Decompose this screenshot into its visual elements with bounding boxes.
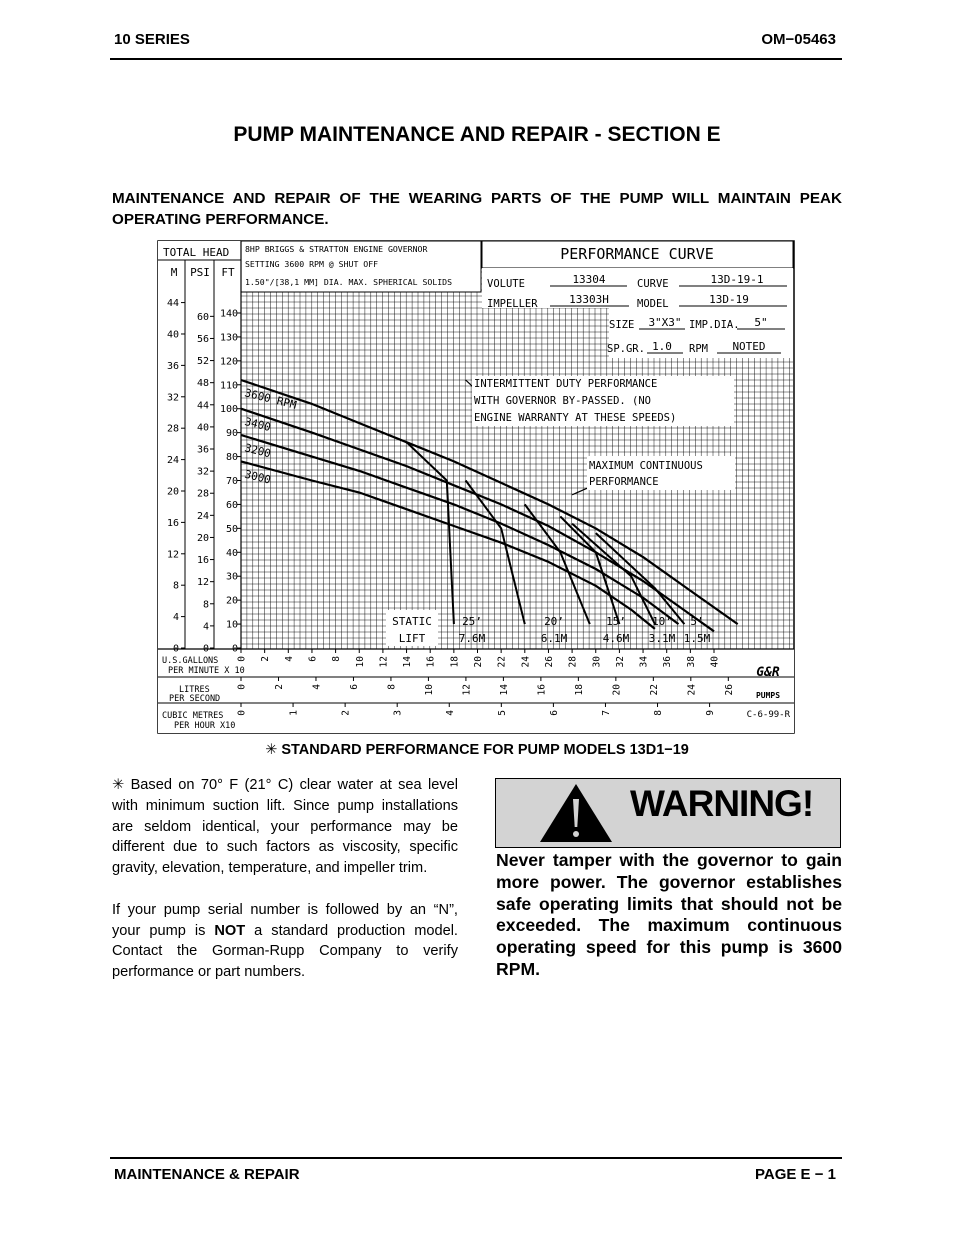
psi-tick-label: 24 (196, 510, 209, 522)
psi-tick-label: 56 (196, 333, 209, 345)
cmh-tick-label: 9 (705, 710, 717, 716)
m-tick-label: 4 (172, 612, 179, 624)
lps-tick-label: 14 (498, 684, 510, 696)
m-tick-label: 28 (166, 423, 179, 435)
psi-tick-label: 32 (196, 466, 209, 478)
note-serial-text-after: a standard production model. Contact the Gorman-Rupp Company to verify performance or part numbers. (112, 922, 458, 981)
size-value: 3"X3" (648, 316, 682, 329)
m-tick-label: 8 (172, 580, 179, 592)
gpm-tick-label: 36 (662, 656, 674, 668)
warning-body: Never tamper with the governor to gain more power. The governor establishes safe operating limits that should not be exceeded. The maximum continuous operating speed for this pump is 3600 RPM. (496, 850, 842, 979)
imp-dia-value: 5" (754, 316, 768, 329)
cmh-axis-label: CUBIC METRES (162, 711, 224, 721)
ft-tick-label: 20 (225, 595, 238, 607)
footer-rule (110, 1157, 842, 1159)
psi-tick-label: 52 (196, 356, 209, 368)
lift-label-bottom: 3.1M (648, 632, 676, 645)
cmh-tick-label: 2 (340, 710, 352, 716)
curve-label-3600-rpm: 3600 RPM (243, 386, 298, 412)
gpm-tick-label: 0 (236, 656, 248, 662)
cmh-tick-label: 1 (288, 710, 300, 716)
ft-tick-label: 80 (225, 452, 238, 464)
gpm-tick-label: 34 (638, 656, 650, 668)
note-paragraph-serial (112, 900, 458, 983)
psi-tick-label: 16 (196, 555, 209, 567)
footer-left: MAINTENANCE & REPAIR (114, 1166, 300, 1183)
m-tick-label: 24 (166, 455, 179, 467)
ft-tick-label: 60 (225, 499, 238, 511)
m-tick-label: 44 (166, 298, 179, 310)
ft-tick-label: 120 (219, 356, 238, 368)
lps-tick-label: 6 (348, 684, 360, 690)
ft-tick-label: 50 (225, 523, 238, 535)
footer-right: PAGE E − 1 (754, 1166, 836, 1183)
chart-annotation: INTERMITTENT DUTY PERFORMANCE (474, 378, 658, 390)
ft-tick-label: 70 (225, 476, 238, 487)
chart-annotation: WITH GOVERNOR BY-PASSED. (NO (474, 395, 652, 407)
cmh-tick-label: 7 (600, 710, 612, 716)
chart-annotation: MAXIMUM CONTINUOUS (589, 460, 703, 472)
cmh-tick-label: 3 (392, 710, 404, 716)
psi-tick-label: 48 (196, 378, 209, 390)
lps-tick-label: 10 (423, 684, 435, 696)
psi-tick-label: 40 (196, 422, 209, 434)
gpm-tick-label: 14 (402, 656, 414, 668)
note-serial-emphasis: NOT (214, 922, 246, 939)
gpm-tick-label: 38 (685, 656, 697, 668)
header-rule (110, 58, 842, 60)
gpm-axis-label: PER MINUTE X 10 (168, 666, 245, 676)
ft-tick-label: 30 (225, 571, 238, 583)
gpm-tick-label: 8 (331, 656, 343, 662)
head-unit-label-m: M (170, 266, 178, 279)
rpm-label: RPM (689, 343, 708, 355)
head-axis-title: TOTAL HEAD (163, 246, 230, 259)
header-left: 10 SERIES (114, 31, 190, 48)
curve-label-3200: 3200 (243, 441, 273, 461)
m-tick-label: 0 (172, 643, 179, 655)
chart-title: PERFORMANCE CURVE (560, 245, 714, 263)
lift-label-top: STATIC (392, 615, 432, 628)
notes-column (112, 775, 458, 1004)
lps-tick-label: 4 (311, 684, 323, 690)
intro-paragraph: MAINTENANCE AND REPAIR OF THE WEARING PARTS OF THE PUMP WILL MAINTAIN PEAK OPERATING PERFORMANCE. (112, 190, 842, 228)
gr-logo: G&R (756, 665, 780, 680)
performance-chart (157, 240, 795, 735)
gr-logo-sub: PUMPS (755, 691, 781, 700)
description-line: 8HP BRIGGS & STRATTON ENGINE GOVERNOR (245, 244, 428, 254)
psi-tick-label: 0 (202, 643, 209, 655)
gpm-tick-label: 30 (591, 656, 603, 668)
lift-label-bottom: 6.1M (540, 632, 568, 645)
ft-tick-label: 130 (219, 332, 238, 344)
lps-tick-label: 2 (273, 684, 285, 690)
lift-label-bottom: 1.5M (683, 632, 711, 645)
lps-tick-label: 22 (648, 684, 660, 696)
psi-tick-label: 28 (196, 488, 209, 500)
volute-value: 13304 (572, 273, 606, 286)
gpm-tick-label: 22 (496, 656, 508, 668)
gpm-axis-label: U.S.GALLONS (162, 656, 219, 666)
lps-tick-label: 24 (686, 684, 698, 696)
note-serial-text-before: If your pump serial number is followed by an “N”, your pump is (112, 901, 458, 939)
lps-tick-label: 8 (386, 684, 398, 690)
psi-tick-label: 36 (196, 444, 209, 456)
m-tick-label: 40 (166, 329, 179, 341)
lift-label-top: 10’ (652, 615, 672, 628)
note-paragraph-performance: ✳ Based on 70° F (21° C) clear water at sea level with minimum suction lift. Since pump installations are seldom identical, your performance may be different due to such factors as viscosity, specific gravity, elevation, temperature, and impeller trim. (112, 777, 458, 877)
sp-gr-value: 1.0 (652, 340, 672, 353)
curve-label-3000: 3000 (243, 467, 273, 487)
ft-tick-label: 100 (219, 404, 238, 416)
warning-title: WARNING! (630, 783, 814, 824)
ft-tick-label: 90 (225, 428, 238, 440)
ft-tick-label: 40 (225, 547, 238, 559)
description-line: 1.50"/[38,1 MM] DIA. MAX. SPHERICAL SOLIDS (245, 277, 453, 287)
chart-annotation: PERFORMANCE (589, 476, 659, 488)
m-tick-label: 16 (166, 517, 179, 529)
ft-tick-label: 0 (231, 643, 238, 655)
lps-tick-label: 18 (573, 684, 585, 696)
lps-tick-label: 20 (611, 684, 623, 696)
gpm-tick-label: 20 (473, 656, 484, 668)
cmh-axis-label: PER HOUR X10 (174, 721, 236, 731)
cmh-tick-label: 0 (236, 710, 248, 716)
ft-tick-label: 10 (225, 619, 238, 631)
drawing-number: C-6-99-R (746, 710, 790, 720)
gpm-tick-label: 40 (709, 656, 721, 668)
m-tick-label: 32 (166, 392, 179, 404)
impeller-label: IMPELLER (487, 298, 538, 310)
lps-axis-label: LITRES (179, 685, 210, 695)
lps-tick-label: 12 (461, 684, 473, 696)
psi-tick-label: 4 (202, 621, 209, 633)
curve-value: 13D-19-1 (710, 273, 764, 286)
curve-label-3400: 3400 (243, 415, 273, 435)
psi-tick-label: 12 (196, 577, 209, 589)
gpm-tick-label: 26 (543, 656, 555, 668)
size-label: SIZE (609, 319, 635, 331)
gpm-tick-label: 10 (354, 656, 366, 668)
header-right: OM−05463 (761, 31, 836, 48)
cmh-tick-label: 5 (496, 710, 508, 716)
lift-label-top: 15’ (606, 615, 626, 628)
description-line: SETTING 3600 RPM @ SHUT OFF (245, 259, 379, 269)
volute-label: VOLUTE (487, 278, 525, 290)
ft-tick-label: 140 (219, 308, 238, 320)
gpm-tick-label: 6 (307, 656, 319, 662)
lift-label-top: 25’ (462, 615, 482, 628)
m-tick-label: 12 (166, 549, 179, 561)
m-tick-label: 36 (166, 360, 179, 372)
sp-gr-label: SP.GR. (607, 343, 645, 355)
warning-triangle-icon (538, 782, 614, 844)
lift-label-bottom: 4.6M (602, 632, 630, 645)
curve-label: CURVE (637, 278, 669, 290)
m-tick-label: 20 (166, 486, 179, 498)
lift-label-bottom: 7.6M (458, 632, 486, 645)
page-title: PUMP MAINTENANCE AND REPAIR - SECTION E (233, 123, 721, 146)
rpm-value: NOTED (732, 340, 766, 353)
chart-annotation: ENGINE WARRANTY AT THESE SPEEDS) (474, 412, 677, 424)
gpm-tick-label: 12 (378, 656, 390, 668)
cmh-tick-label: 6 (548, 710, 560, 716)
psi-tick-label: 60 (196, 311, 209, 323)
gpm-tick-label: 2 (260, 656, 272, 662)
cmh-tick-label: 4 (444, 710, 456, 716)
cmh-tick-label: 8 (653, 710, 665, 716)
gpm-tick-label: 28 (567, 656, 579, 668)
lift-label-bottom: LIFT (398, 632, 426, 645)
lps-tick-label: 0 (236, 684, 248, 690)
lift-label-top: 20’ (544, 615, 564, 628)
chart-caption: ✳ STANDARD PERFORMANCE FOR PUMP MODELS 13D1−19 (265, 742, 689, 758)
gpm-tick-label: 4 (283, 656, 295, 662)
imp-dia-label: IMP.DIA. (689, 319, 740, 331)
psi-tick-label: 20 (196, 532, 209, 544)
lps-tick-label: 26 (723, 684, 735, 696)
head-unit-label-ft: FT (221, 266, 235, 279)
head-unit-label-psi: PSI (190, 266, 210, 279)
gpm-tick-label: 18 (449, 656, 461, 668)
model-value: 13D-19 (709, 293, 749, 306)
impeller-value: 13303H (569, 293, 609, 306)
gpm-tick-label: 16 (425, 656, 437, 668)
psi-tick-label: 8 (202, 599, 209, 611)
lps-axis-label: PER SECOND (169, 694, 221, 704)
lift-label-top: 5’ (690, 615, 704, 628)
lps-tick-label: 16 (536, 684, 548, 696)
gpm-tick-label: 32 (614, 656, 626, 668)
psi-tick-label: 44 (196, 400, 209, 412)
gpm-tick-label: 24 (520, 656, 532, 668)
model-label: MODEL (637, 298, 669, 310)
ft-tick-label: 110 (219, 380, 238, 392)
